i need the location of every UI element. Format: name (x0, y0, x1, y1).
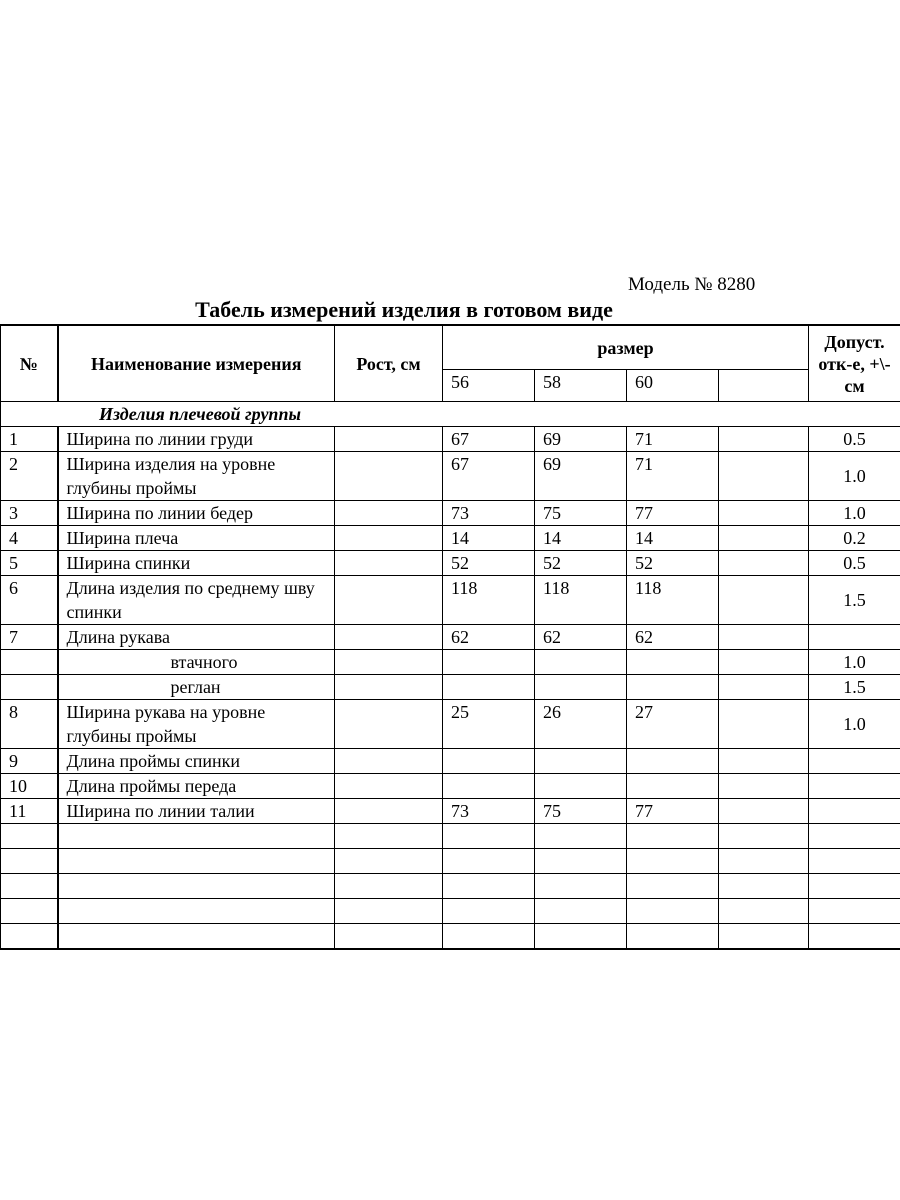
row-size-58 (535, 749, 627, 774)
table-row (1, 427, 900, 452)
row-height (335, 501, 443, 526)
size-60: 60 (627, 370, 719, 402)
size-58: 58 (535, 370, 627, 402)
row-tolerance (809, 774, 900, 799)
row-size-56: 67 (443, 427, 535, 452)
row-height (335, 675, 443, 700)
table-row (1, 625, 900, 650)
row-height (335, 799, 443, 824)
row-name: Ширина по линии талии (58, 799, 335, 824)
row-number: 11 (1, 799, 58, 824)
row-height (335, 625, 443, 650)
empty-row (1, 824, 900, 849)
row-size-56 (443, 774, 535, 799)
row-name: Ширина спинки (58, 551, 335, 576)
table-row (1, 675, 900, 700)
table-row (1, 551, 900, 576)
row-size-58: 118 (535, 576, 627, 625)
row-size-60: 71 (627, 427, 719, 452)
row-height (335, 749, 443, 774)
row-size-60: 14 (627, 526, 719, 551)
row-number (1, 675, 58, 700)
table-row (1, 576, 900, 625)
row-size-58 (535, 675, 627, 700)
empty-cell (809, 924, 900, 950)
empty-cell (719, 924, 809, 950)
row-size-extra (719, 551, 809, 576)
row-tolerance: 1.0 (809, 501, 900, 526)
empty-cell (58, 874, 335, 899)
empty-cell (58, 824, 335, 849)
row-name: Длина проймы переда (58, 774, 335, 799)
empty-cell (535, 924, 627, 950)
row-size-56: 62 (443, 625, 535, 650)
empty-cell (719, 849, 809, 874)
row-tolerance (809, 799, 900, 824)
section-title: Изделия плечевой группы (1, 402, 900, 427)
row-tolerance (809, 625, 900, 650)
row-height (335, 650, 443, 675)
empty-cell (1, 849, 58, 874)
row-tolerance: 1.0 (809, 452, 900, 501)
row-size-60: 77 (627, 799, 719, 824)
row-name: Длина изделия по среднему шву спинки (58, 576, 335, 625)
table-row (1, 799, 900, 824)
row-number: 9 (1, 749, 58, 774)
header-num: № (1, 325, 58, 402)
empty-cell (719, 824, 809, 849)
row-height (335, 427, 443, 452)
row-size-60: 118 (627, 576, 719, 625)
row-size-56: 52 (443, 551, 535, 576)
row-size-60 (627, 675, 719, 700)
empty-cell (335, 899, 443, 924)
empty-cell (1, 924, 58, 950)
row-size-extra (719, 576, 809, 625)
row-number: 6 (1, 576, 58, 625)
row-height (335, 452, 443, 501)
empty-cell (627, 924, 719, 950)
table-row (1, 526, 900, 551)
row-size-60 (627, 774, 719, 799)
empty-cell (809, 824, 900, 849)
empty-cell (335, 849, 443, 874)
header-name: Наименование измерения (58, 325, 335, 402)
row-size-58 (535, 774, 627, 799)
row-name: Ширина по линии бедер (58, 501, 335, 526)
row-size-60: 27 (627, 700, 719, 749)
row-size-56: 14 (443, 526, 535, 551)
row-size-58: 69 (535, 452, 627, 501)
empty-cell (58, 924, 335, 950)
empty-cell (1, 874, 58, 899)
row-size-60: 71 (627, 452, 719, 501)
empty-cell (627, 849, 719, 874)
table-row (1, 749, 900, 774)
row-size-58 (535, 650, 627, 675)
row-number: 4 (1, 526, 58, 551)
row-size-extra (719, 749, 809, 774)
row-height (335, 774, 443, 799)
empty-cell (627, 899, 719, 924)
row-number: 3 (1, 501, 58, 526)
row-tolerance: 1.0 (809, 700, 900, 749)
header-tolerance-text: Допуст. отк-е, +\-см (818, 331, 891, 396)
empty-cell (443, 849, 535, 874)
row-tolerance: 0.5 (809, 551, 900, 576)
header-tolerance (809, 325, 900, 402)
size-56: 56 (443, 370, 535, 402)
empty-cell (719, 874, 809, 899)
table-row (1, 700, 900, 749)
row-name: Ширина по линии груди (58, 427, 335, 452)
empty-row (1, 849, 900, 874)
row-size-extra (719, 625, 809, 650)
empty-cell (535, 849, 627, 874)
row-name: Ширина плеча (58, 526, 335, 551)
row-size-58: 52 (535, 551, 627, 576)
row-size-58: 69 (535, 427, 627, 452)
empty-cell (335, 924, 443, 950)
row-height (335, 576, 443, 625)
row-tolerance: 0.2 (809, 526, 900, 551)
row-number: 10 (1, 774, 58, 799)
row-number: 1 (1, 427, 58, 452)
row-name: Ширина изделия на уровне глубины проймы (58, 452, 335, 501)
row-height (335, 551, 443, 576)
empty-cell (335, 824, 443, 849)
row-number: 5 (1, 551, 58, 576)
empty-row (1, 899, 900, 924)
row-size-extra (719, 427, 809, 452)
row-size-56: 118 (443, 576, 535, 625)
empty-cell (719, 899, 809, 924)
row-name: Длина проймы спинки (58, 749, 335, 774)
row-height (335, 700, 443, 749)
empty-cell (335, 874, 443, 899)
header-height-text: Рост, см (356, 353, 421, 374)
row-tolerance (809, 749, 900, 774)
row-tolerance: 1.5 (809, 675, 900, 700)
empty-cell (809, 874, 900, 899)
empty-cell (443, 899, 535, 924)
row-size-58: 75 (535, 501, 627, 526)
empty-cell (627, 824, 719, 849)
row-size-extra (719, 774, 809, 799)
row-tolerance: 1.5 (809, 576, 900, 625)
row-name: Длина рукава (58, 625, 335, 650)
row-size-56 (443, 675, 535, 700)
empty-cell (809, 899, 900, 924)
empty-cell (443, 874, 535, 899)
empty-cell (627, 874, 719, 899)
row-size-60: 77 (627, 501, 719, 526)
row-number: 8 (1, 700, 58, 749)
empty-cell (443, 924, 535, 950)
empty-cell (443, 824, 535, 849)
row-number (1, 650, 58, 675)
row-size-56: 73 (443, 799, 535, 824)
empty-cell (809, 849, 900, 874)
row-size-58: 75 (535, 799, 627, 824)
document-title: Табель измерений изделия в готовом виде (195, 297, 613, 322)
row-size-60: 52 (627, 551, 719, 576)
table-row (1, 650, 900, 675)
empty-cell (1, 824, 58, 849)
row-tolerance: 0.5 (809, 427, 900, 452)
empty-cell (58, 849, 335, 874)
row-name: втачного (58, 650, 335, 675)
row-size-60 (627, 749, 719, 774)
table-row (1, 501, 900, 526)
row-size-extra (719, 799, 809, 824)
table-row (1, 774, 900, 799)
row-size-58: 26 (535, 700, 627, 749)
row-tolerance: 1.0 (809, 650, 900, 675)
header-size: размер (443, 325, 809, 370)
row-name: Ширина рукава на уровне глубины проймы (58, 700, 335, 749)
table-row (1, 452, 900, 501)
row-size-extra (719, 650, 809, 675)
row-number: 2 (1, 452, 58, 501)
empty-cell (535, 899, 627, 924)
row-size-56: 25 (443, 700, 535, 749)
model-number: Модель № 8280 (628, 274, 756, 295)
row-size-58: 62 (535, 625, 627, 650)
row-height (335, 526, 443, 551)
empty-row (1, 924, 900, 950)
row-size-56 (443, 749, 535, 774)
row-size-56: 67 (443, 452, 535, 501)
row-size-56 (443, 650, 535, 675)
row-size-extra (719, 501, 809, 526)
row-number: 7 (1, 625, 58, 650)
row-size-60 (627, 650, 719, 675)
empty-cell (535, 874, 627, 899)
empty-cell (535, 824, 627, 849)
empty-cell (1, 899, 58, 924)
empty-row (1, 874, 900, 899)
header-height (335, 325, 443, 402)
row-size-extra (719, 526, 809, 551)
row-size-extra (719, 452, 809, 501)
row-size-60: 62 (627, 625, 719, 650)
row-size-56: 73 (443, 501, 535, 526)
row-size-extra (719, 675, 809, 700)
empty-cell (58, 899, 335, 924)
row-size-58: 14 (535, 526, 627, 551)
row-name: реглан (58, 675, 335, 700)
row-size-extra (719, 700, 809, 749)
size-extra (719, 370, 809, 402)
measurement-table (0, 324, 900, 950)
